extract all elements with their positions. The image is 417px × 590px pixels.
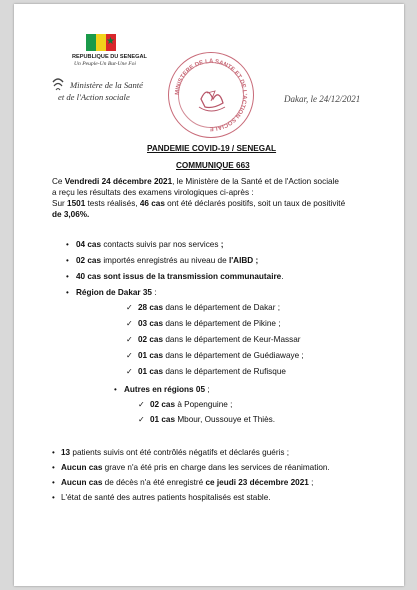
check-icon: ✓ xyxy=(126,303,133,312)
list-item: 03 cas dans le département de Pikine ; xyxy=(138,319,281,328)
intro-line-4: de 3,06%. xyxy=(52,210,90,219)
ministry-logo-icon xyxy=(50,77,66,93)
republic-label: REPUBLIQUE DU SENEGAL xyxy=(72,54,147,60)
bullet-icon: • xyxy=(52,493,55,502)
list-item: Aucun cas grave n'a été pris en charge dans les services de réanimation. xyxy=(61,463,330,472)
bullet-icon: • xyxy=(114,385,117,394)
list-item: 01 cas dans le département de Guédiawaye ; xyxy=(138,351,304,360)
other-regions-label: Autres en régions 05 ; xyxy=(124,385,210,394)
check-icon: ✓ xyxy=(138,415,145,424)
document-title: PANDEMIE COVID-19 / SENEGAL xyxy=(147,144,277,153)
senegal-flag-icon: ★ xyxy=(86,34,116,51)
ministry-name-line2: et de l'Action sociale xyxy=(58,92,130,102)
list-item: 13 patients suivis ont été contrôlés négatifs et déclarés guéris ; xyxy=(61,448,290,457)
list-item: 02 cas importés enregistrés au niveau de l'AIBD ; xyxy=(76,256,259,265)
list-item: 02 cas à Popenguine ; xyxy=(150,400,233,409)
stamp-text: MINISTERE DE LA SANTE ET DE L'ACTION SOCIALE xyxy=(174,58,248,132)
check-icon: ✓ xyxy=(126,351,133,360)
list-item: 04 cas contacts suivis par nos services ; xyxy=(76,240,224,249)
bullet-icon: • xyxy=(66,240,69,249)
list-item: 02 cas dans le département de Keur-Massar xyxy=(138,335,301,344)
list-item: 40 cas sont issus de la transmission communautaire. xyxy=(76,272,284,281)
list-item: L'état de santé des autres patients hospitalisés est stable. xyxy=(61,493,271,502)
check-icon: ✓ xyxy=(126,335,133,344)
check-icon: ✓ xyxy=(138,400,145,409)
bullet-icon: • xyxy=(66,256,69,265)
list-item: 01 cas dans le département de Rufisque xyxy=(138,367,286,376)
list-item: Aucun cas de décès n'a été enregistré ce jeudi 23 décembre 2021 ; xyxy=(61,478,314,487)
bullet-icon: • xyxy=(66,288,69,297)
bullet-icon: • xyxy=(52,478,55,487)
check-icon: ✓ xyxy=(126,319,133,328)
official-stamp xyxy=(168,52,254,138)
bullet-icon: • xyxy=(52,448,55,457)
bullet-icon: • xyxy=(52,463,55,472)
intro-line-3: Sur 1501 tests réalisés, 46 cas ont été déclarés positifs, soit un taux de positivité xyxy=(52,199,346,208)
list-item: 28 cas dans le département de Dakar ; xyxy=(138,303,281,312)
intro-line-2: a reçu les résultats des examens virologiques ci-après : xyxy=(52,188,254,197)
list-item: Région de Dakar 35 : xyxy=(76,288,157,297)
list-item: 01 cas Mbour, Oussouye et Thiès. xyxy=(150,415,276,424)
communique-number: COMMUNIQUE 663 xyxy=(176,161,250,170)
check-icon: ✓ xyxy=(126,367,133,376)
document-page xyxy=(14,4,404,586)
document-date: Dakar, le 24/12/2021 xyxy=(284,94,361,104)
intro-line-1: Ce Vendredi 24 décembre 2021, le Ministère de la Santé et de l'Action sociale xyxy=(52,177,339,186)
ministry-name-line1: Ministère de la Santé xyxy=(70,80,143,90)
bullet-icon: • xyxy=(66,272,69,281)
national-motto: Un Peuple-Un But-Une Foi xyxy=(74,61,136,67)
